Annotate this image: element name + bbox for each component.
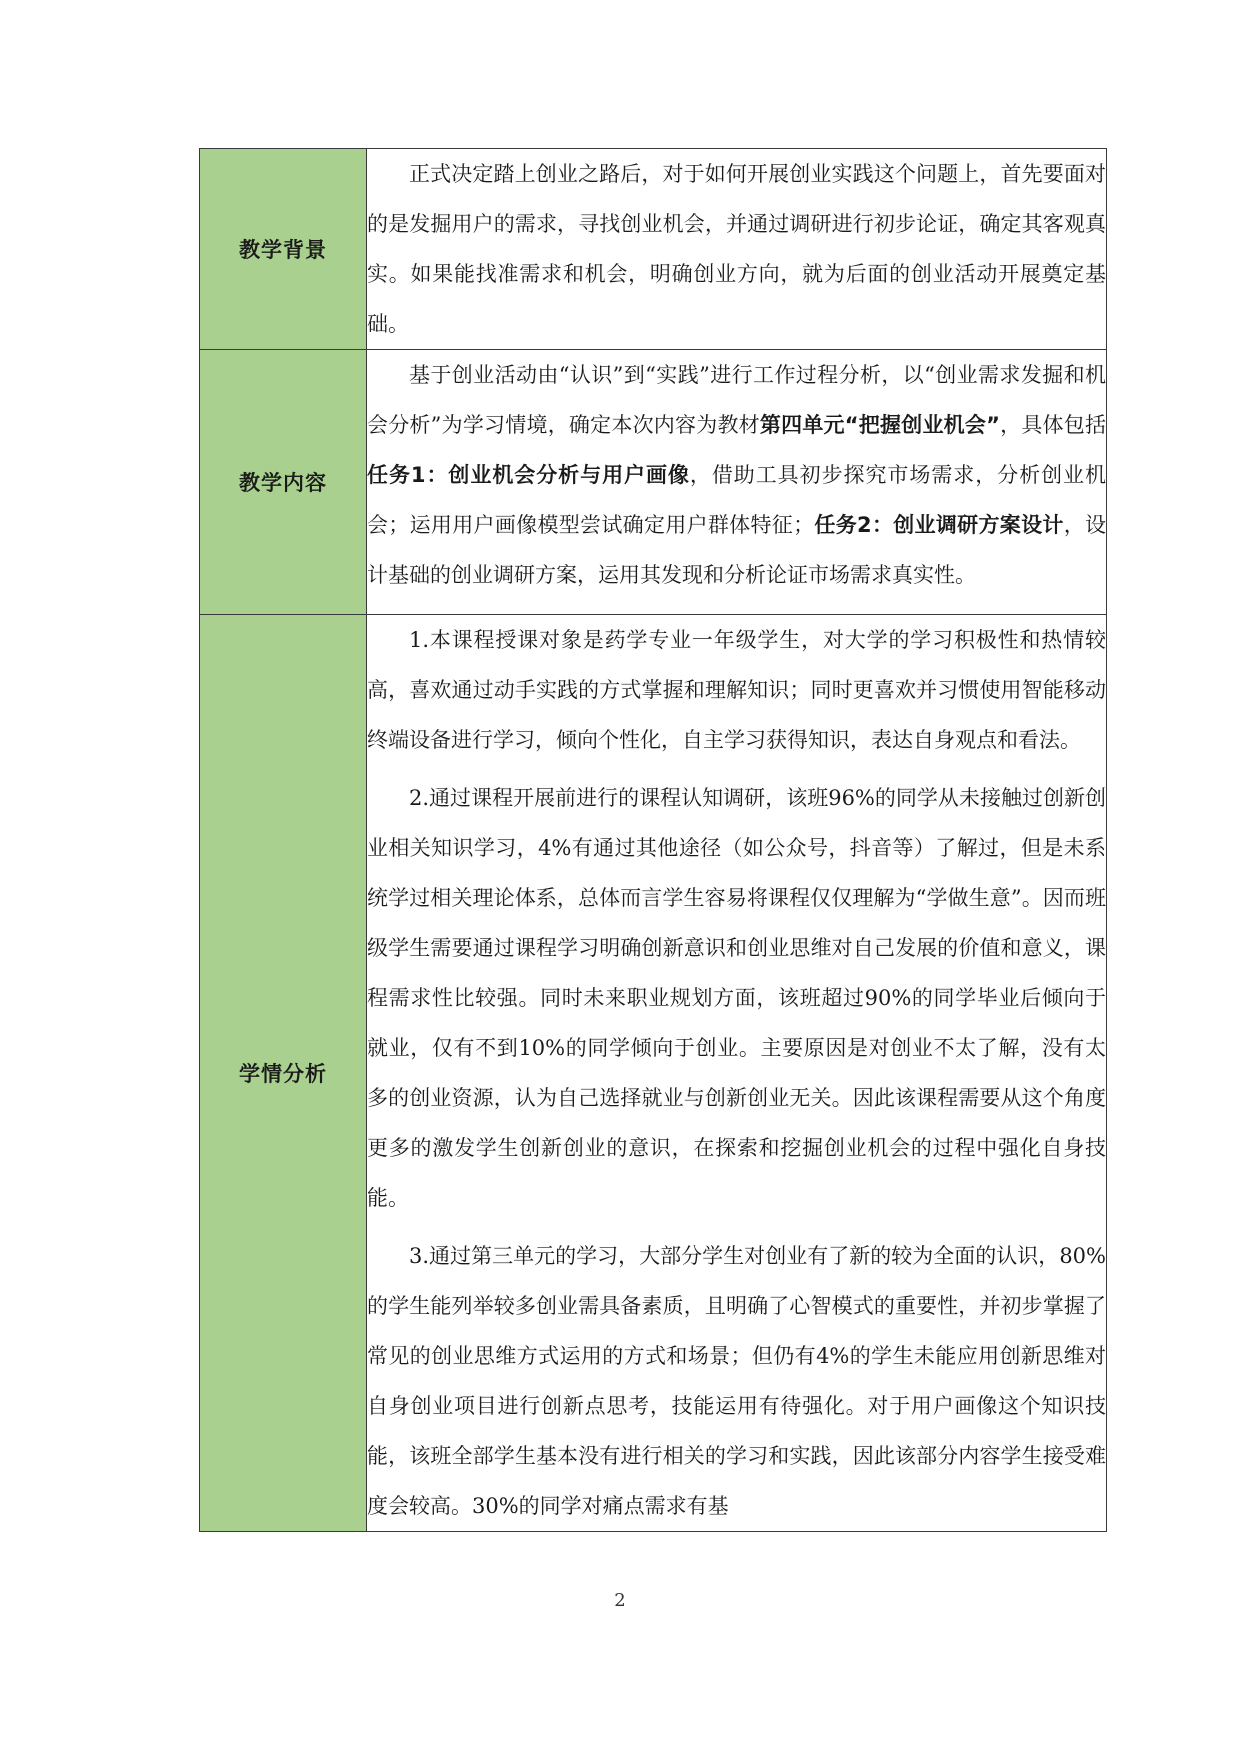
row-content-content	[367, 350, 1107, 615]
content-paragraph	[367, 350, 1106, 600]
lesson-plan-table	[199, 148, 1107, 1532]
row-label-background: 教学背景	[200, 149, 367, 350]
analysis-paragraph-3: 3.通过第三单元的学习，大部分学生对创业有了新的较为全面的认识，80%的学生能列举较多创业需具备素质，且明确了心智模式的重要性，并初步掌握了常见的创业思维方式运用的方式和场景；但仍有4%的学生未能应用创新思维对自身创业项目进行创新点思考，技能运用有待强化。对于用户画像这个知识技能，该班全部学生基本没有进行相关的学习和实践，因此该部分内容学生接受难度会较高。30%的同学对痛点需求有基	[367, 1244, 1106, 1518]
table-row-content	[200, 350, 1107, 615]
content-text-3: ，借助工具初步探究市场需求，分析创业机会；运用用户画像模型尝试确定用户群体特征；	[367, 463, 1106, 537]
content-unit-title: 第四单元“把握创业机会”	[759, 413, 1000, 437]
content-task1-title: 任务1：创业机会分析与用户画像	[367, 463, 690, 487]
row-label-content: 教学内容	[200, 350, 367, 615]
row-content-analysis	[367, 615, 1107, 1532]
content-text-4: ，设计基础的创业调研方案，运用其发现和分析论证市场需求真实性。	[367, 513, 1106, 587]
content-text-1: 基于创业活动由“认识”到“实践”进行工作过程分析，以“创业需求发掘和机会分析”为学习情境，确定本次内容为教材	[367, 363, 1106, 437]
page-number: 2	[614, 1590, 626, 1611]
background-paragraph: 正式决定踏上创业之路后，对于如何开展创业实践这个问题上，首先要面对的是发掘用户的需求，寻找创业机会，并通过调研进行初步论证，确定其客观真实。如果能找准需求和机会，明确创业方向，就为后面的创业活动开展奠定基础。	[367, 162, 1106, 336]
analysis-paragraph-2: 2.通过课程开展前进行的课程认知调研，该班96%的同学从未接触过创新创业相关知识学习，4%有通过其他途径（如公众号，抖音等）了解过，但是未系统学过相关理论体系，总体而言学生容易将课程仅仅理解为“学做生意”。因而班级学生需要通过课程学习明确创新意识和创业思维对自己发展的价值和意义，课程需求性比较强。同时未来职业规划方面，该班超过90%的同学毕业后倾向于就业，仅有不到10%的同学倾向于创业。主要原因是对创业不太了解，没有太多的创业资源，认为自己选择就业与创新创业无关。因此该课程需要从这个角度更多的激发学生创新创业的意识，在探索和挖掘创业机会的过程中强化自身技能。	[367, 786, 1106, 1210]
table-row-analysis	[200, 615, 1107, 1532]
table-row-background	[200, 149, 1107, 350]
row-label-analysis: 学情分析	[200, 615, 367, 1532]
content-text-2: ，具体包括	[999, 413, 1106, 437]
content-task2-title: 任务2：创业调研方案设计	[814, 513, 1064, 537]
analysis-paragraph-1: 1.本课程授课对象是药学专业一年级学生，对大学的学习积极性和热情较高，喜欢通过动手实践的方式掌握和理解知识；同时更喜欢并习惯使用智能移动终端设备进行学习，倾向个性化，自主学习获得知识，表达自身观点和看法。	[367, 628, 1106, 752]
row-content-background	[367, 149, 1107, 350]
